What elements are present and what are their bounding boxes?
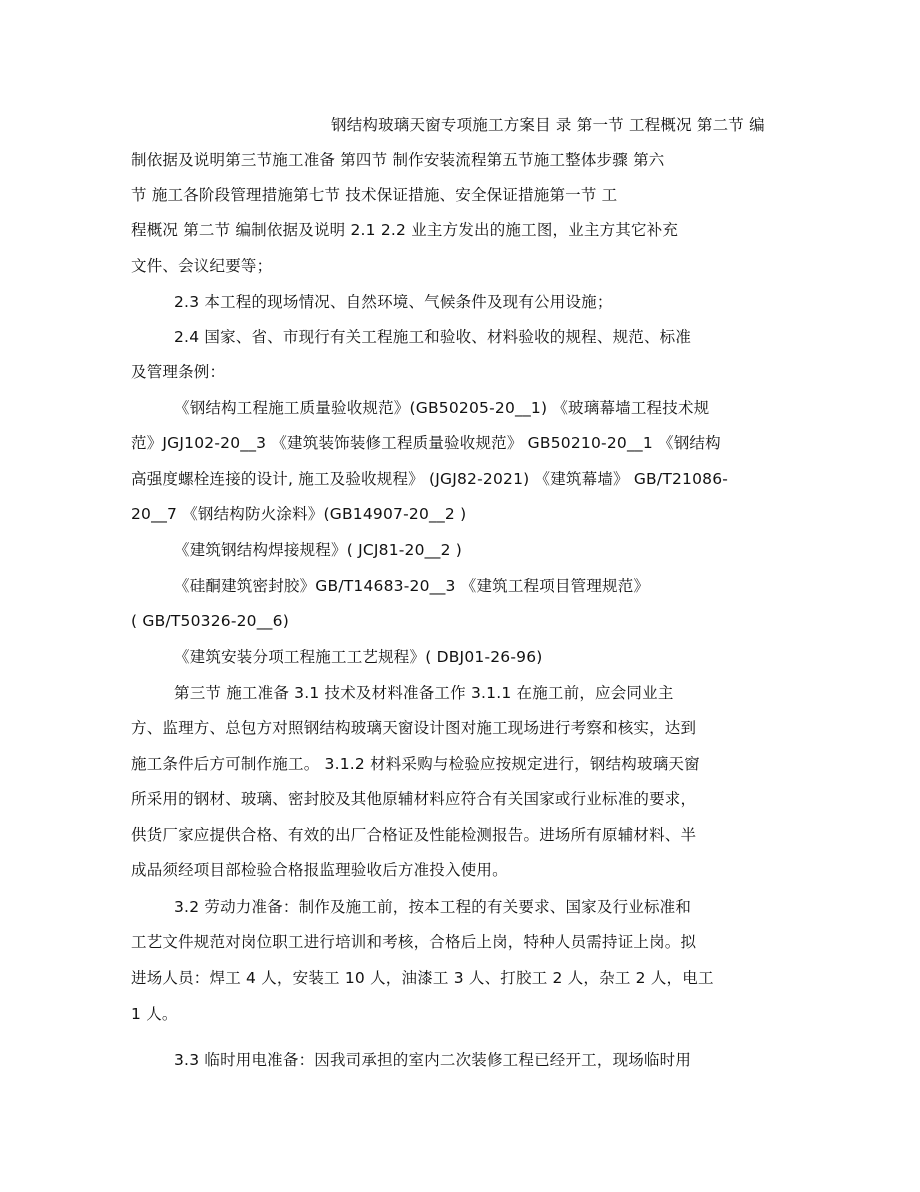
text-line-18: 方、监理方、总包方对照钢结构玻璃天窗设计图对施工现场进行考察和核实，达到 <box>131 719 697 737</box>
text-line-16: 《建筑安装分项工程施工工艺规程》( DBJ01-26-96) <box>174 648 543 666</box>
text-line-12: 20__7 《钢结构防火涂料》(GB14907-20__2 ) <box>131 505 467 523</box>
text-line-19: 施工条件后方可制作施工。 3.1.2 材料采购与检验应按规定进行，钢结构玻璃天窗 <box>131 755 700 773</box>
text-line-25: 进场人员：焊工 4 人，安装工 10 人，油漆工 3 人、打胶工 2 人，杂工 2 人，电工 <box>131 969 714 987</box>
text-line-26: 1 人。 <box>131 1005 178 1023</box>
text-line-22: 成品须经项目部检验合格报监理验收后方准投入使用。 <box>131 861 508 879</box>
text-line-15: ( GB/T50326-20__6) <box>131 612 289 630</box>
text-line-24: 工艺文件规范对岗位职工进行培训和考核，合格后上岗，特种人员需持证上岗。拟 <box>131 933 697 951</box>
text-line-20: 所采用的钢材、玻璃、密封胶及其他原辅材料应符合有关国家或行业标准的要求， <box>131 790 697 808</box>
text-line-10: 范》JGJ102-20__3 《建筑装饰装修工程质量验收规范》 GB50210-20__1 《钢结构 <box>131 434 721 452</box>
text-line-5: 文件、会议纪要等； <box>131 257 273 275</box>
text-line-23: 3.2 劳动力准备：制作及施工前，按本工程的有关要求、国家及行业标准和 <box>174 898 692 916</box>
text-line-11: 高强度螺栓连接的设计, 施工及验收规程》 (JGJ82-2021) 《建筑幕墙》 GB/T21086- <box>131 470 729 488</box>
text-line-8: 及管理条例： <box>131 363 226 381</box>
text-line-4: 程概况 第二节 编制依据及说明 2.1 2.2 业主方发出的施工图，业主方其它补充 <box>131 221 679 239</box>
text-line-7: 2.4 国家、省、市现行有关工程施工和验收、材料验收的规程、规范、标准 <box>174 328 692 346</box>
text-line-1: 钢结构玻璃天窗专项施工方案目 录 第一节 工程概况 第二节 编 <box>331 116 765 134</box>
text-line-2: 制依据及说明第三节施工准备 第四节 制作安装流程第五节施工整体步骤 第六 <box>131 151 665 169</box>
text-line-3: 节 施工各阶段管理措施第七节 技术保证措施、安全保证措施第一节 工 <box>131 186 618 204</box>
text-line-9: 《钢结构工程施工质量验收规范》(GB50205-20__1) 《玻璃幕墙工程技术规 <box>174 399 710 417</box>
text-line-21: 供货厂家应提供合格、有效的出厂合格证及性能检测报告。进场所有原辅材料、半 <box>131 826 697 844</box>
text-line-17: 第三节 施工准备 3.1 技术及材料准备工作 3.1.1 在施工前，应会同业主 <box>174 684 674 702</box>
text-line-27: 3.3 临时用电准备：因我司承担的室内二次装修工程已经开工，现场临时用 <box>174 1051 692 1069</box>
text-line-14: 《硅酮建筑密封胶》GB/T14683-20__3 《建筑工程项目管理规范》 <box>174 577 650 595</box>
text-line-6: 2.3 本工程的现场情况、自然环境、气候条件及现有公用设施； <box>174 293 613 311</box>
text-line-13: 《建筑钢结构焊接规程》( JCJ81-20__2 ) <box>174 541 463 559</box>
